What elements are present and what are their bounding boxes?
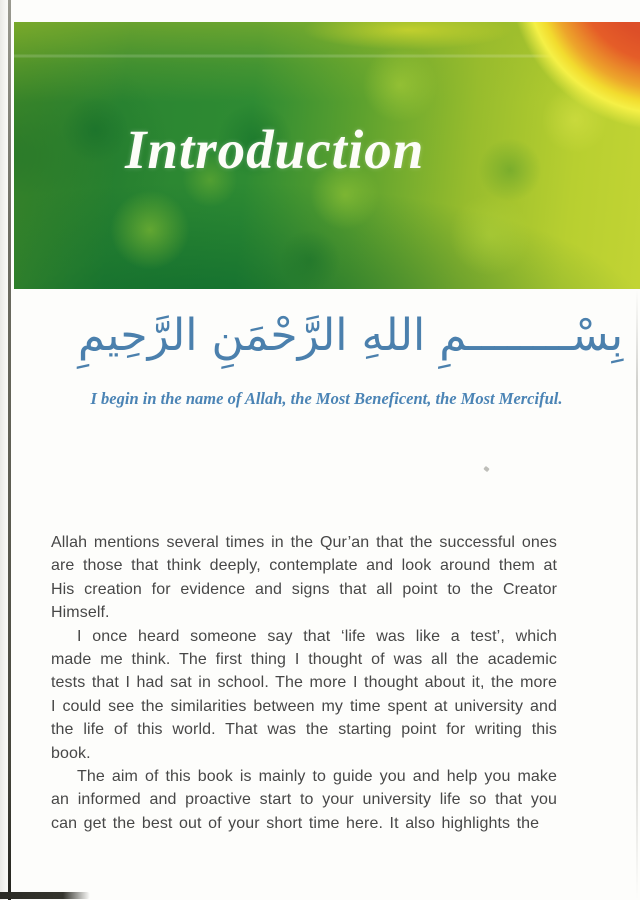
paragraph-1: Allah mentions several times in the Qur’an that the successful ones are those that think deeply, contemplate and look around them at His creation for evidence and signs that all point to the Creator Himself. (51, 534, 557, 622)
paragraph-2: I once heard someone say that ‘life was like a test’, which made me think. The first thing I thought of was all the academic tests that I had sat in school. The more I thought about it, the more I could see the similarities between my time spent at university and the life of this world. That was the starting point for writing this book. (51, 627, 557, 762)
page-binding-shadow (8, 0, 11, 900)
paragraph-3: The aim of this book is mainly to guide you and help you make an informed and proactive start to your university life so that you can get the best out of your short time here. It also highlights the (51, 768, 557, 832)
bismillah-calligraphy: بِسْــــــــمِ اللهِ الرَّحْمَنِ الرَّحِيمِ (77, 310, 624, 361)
page-right-edge-shadow (636, 290, 638, 900)
chapter-title: Introduction (125, 119, 425, 180)
scan-corner-mark (0, 892, 90, 899)
bismillah-translation: I begin in the name of Allah, the Most Beneficent, the Most Merciful. (90, 389, 563, 408)
scan-speck (483, 466, 489, 472)
body-text (51, 531, 557, 835)
page-edge-strip (0, 0, 14, 900)
chapter-banner (13, 22, 640, 289)
